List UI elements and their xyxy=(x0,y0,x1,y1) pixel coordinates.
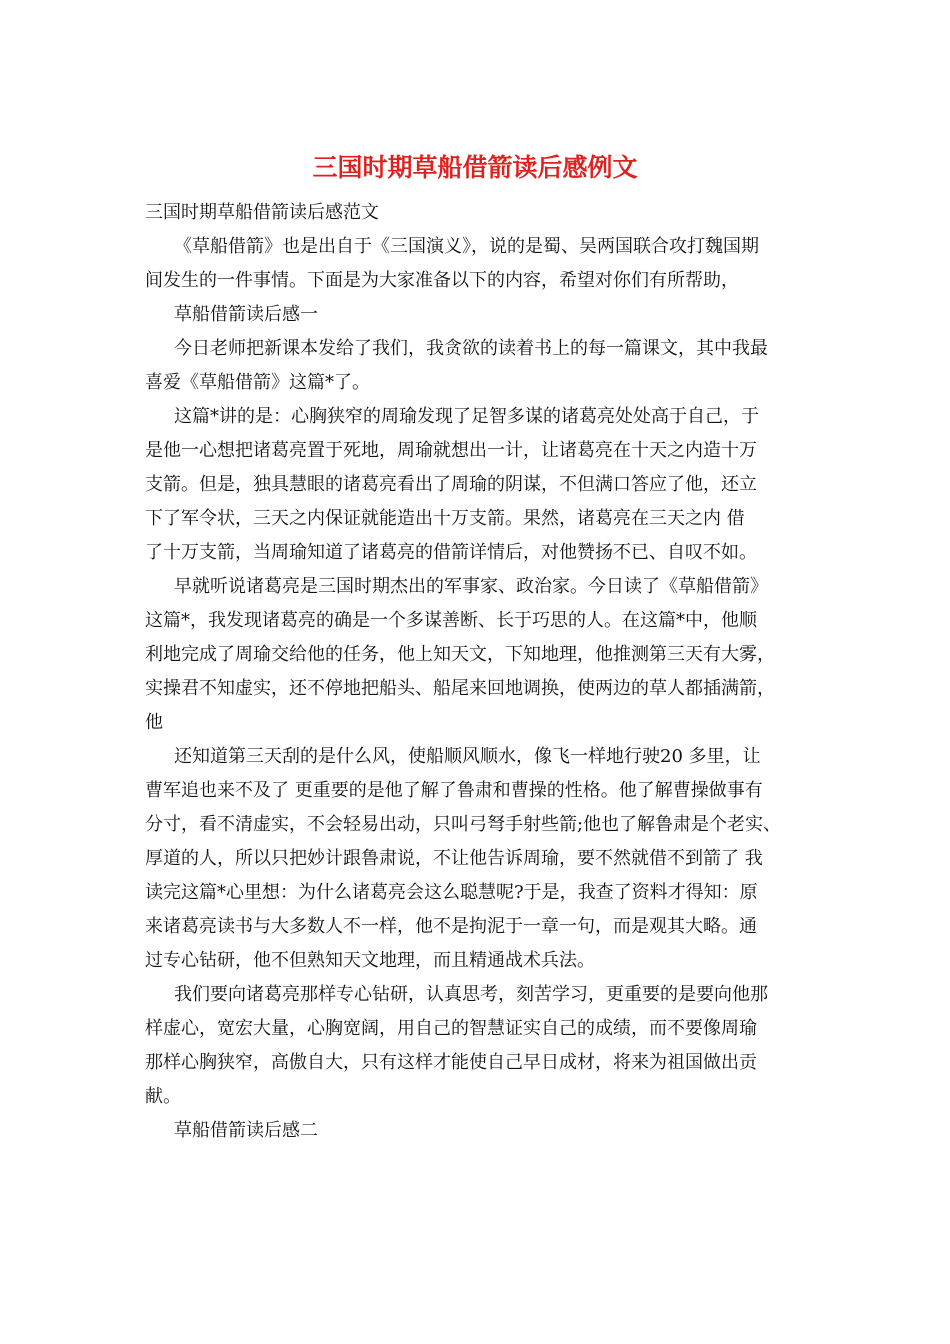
text-line: 那样心胸狭窄，高傲自大，只有这样才能使自己早日成材，将来为祖国做出贡 xyxy=(145,1052,757,1073)
text-line: 他 xyxy=(145,712,163,733)
text-line: 早就听说诸葛亮是三国时期杰出的军事家、政治家。今日读了《草船借箭》 xyxy=(174,576,768,597)
text-line: 了十万支箭，当周瑜知道了诸葛亮的借箭详情后，对他赞扬不已、自叹不如。 xyxy=(145,542,757,563)
text-line: 《草船借箭》也是出自于《三国演义》，说的是蜀、吴两国联合攻打魏国期 xyxy=(174,236,759,257)
page-title: 三国时期草船借箭读后感例文 xyxy=(312,153,638,182)
subtitle: 三国时期草船借箭读后感范文 xyxy=(145,202,379,223)
text-line: 我们要向诸葛亮那样专心钻研，认真思考，刻苦学习，更重要的是要向他那 xyxy=(174,984,768,1005)
text-line: 支箭。但是，独具慧眼的诸葛亮看出了周瑜的阴谋，不但满口答应了他，还立 xyxy=(145,474,757,495)
text-line: 曹军追也来不及了 更重要的是他了解了鲁肃和曹操的性格。他了解曹操做事有 xyxy=(145,780,763,801)
text-line: 来诸葛亮读书与大多数人不一样，他不是拘泥于一章一句，而是观其大略。通 xyxy=(145,916,757,937)
text-line: 这篇*讲的是：心胸狭窄的周瑜发现了足智多谋的诸葛亮处处高于自己，于 xyxy=(174,406,759,427)
text-line: 草船借箭读后感二 xyxy=(174,1120,318,1141)
text-line: 这篇*，我发现诸葛亮的确是一个多谋善断、长于巧思的人。在这篇*中，他顺 xyxy=(145,610,757,631)
text-line: 样虚心，宽宏大量，心胸宽阔，用自己的智慧证实自己的成绩，而不要像周瑜 xyxy=(145,1018,757,1039)
text-line: 是他一心想把诸葛亮置于死地，周瑜就想出一计，让诸葛亮在十天之内造十万 xyxy=(145,440,757,461)
text-line: 草船借箭读后感一 xyxy=(174,304,318,325)
text-line: 分寸，看不清虚实，不会轻易出动，只叫弓弩手射些箭;他也了解鲁肃是个老实、 xyxy=(145,814,782,835)
text-line: 献。 xyxy=(145,1086,181,1107)
text-line: 间发生的一件事情。下面是为大家准备以下的内容，希望对你们有所帮助， xyxy=(145,270,739,291)
text-line: 还知道第三天刮的是什么风，使船顺风顺水，像飞一样地行驶20 多里，让 xyxy=(174,746,761,767)
body-text xyxy=(145,230,825,1148)
text-line: 实操君不知虚实，还不停地把船头、船尾来回地调换，使两边的草人都插满箭， xyxy=(145,678,775,699)
text-line: 喜爱《草船借箭》这篇*了。 xyxy=(145,372,370,393)
text-line: 过专心钻研，他不但熟知天文地理，而且精通战术兵法。 xyxy=(145,950,595,971)
text-line: 今日老师把新课本发给了我们，我贪欲的读着书上的每一篇课文，其中我最 xyxy=(174,338,768,359)
text-line: 利地完成了周瑜交给他的任务，他上知天文，下知地理，他推测第三天有大雾， xyxy=(145,644,775,665)
text-line: 下了军令状，三天之内保证就能造出十万支箭。果然，诸葛亮在三天之内 借 xyxy=(145,508,745,529)
text-line: 厚道的人，所以只把妙计跟鲁肃说，不让他告诉周瑜，要不然就借不到箭了 我 xyxy=(145,848,763,869)
text-line: 读完这篇*心里想：为什么诸葛亮会这么聪慧呢?于是，我查了资料才得知：原 xyxy=(145,882,758,903)
